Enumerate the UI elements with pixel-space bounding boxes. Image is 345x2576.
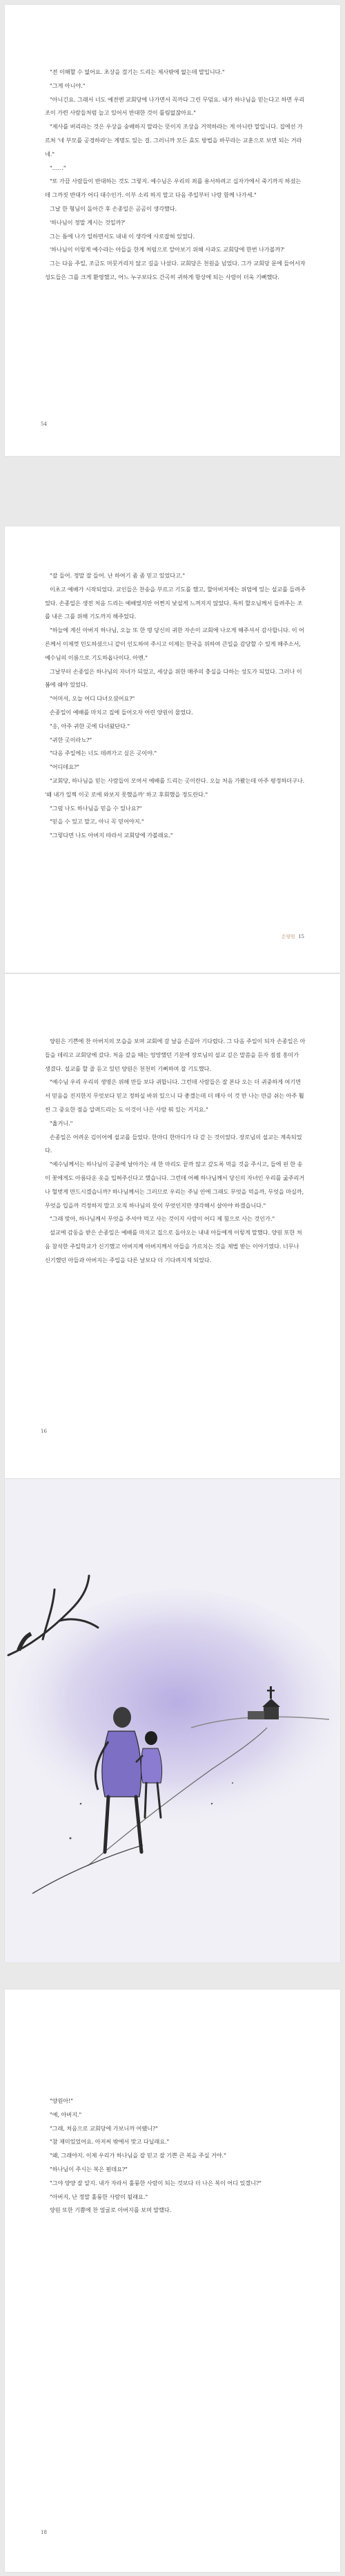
paragraph: "응, 아주 귀한 곳에 다녀왔단다." bbox=[50, 722, 130, 729]
book-page-54 bbox=[5, 5, 340, 456]
paragraph: 손종일이 예배를 마치고 집에 들어오자 어린 양원이 물었다. bbox=[50, 708, 193, 716]
paragraph: "참 재미있었어요. 아저씨 밖에서 맞고 다닐래요." bbox=[50, 2138, 170, 2146]
book-page-16 bbox=[5, 974, 340, 1478]
page-footer bbox=[282, 933, 304, 940]
paragraph: "잘 들어. 정말 잘 들어. 난 하여기 좀 좀 믿고 있었다고." bbox=[50, 572, 186, 579]
body-text bbox=[45, 2095, 306, 2217]
paragraph: "전 이해할 수 없어요. 초상을 걸기는 드리는 제사밖에 없는데 말입니다." bbox=[50, 68, 225, 75]
paragraph: "그렇다면 나도 아버지 따라서 교회당에 가볼래요." bbox=[50, 832, 173, 839]
paragraph: 설교에 감동을 받은 손종일은 예배를 마치고 집으로 돌아오는 내내 아들에게 이렇게 말했다. 양원 또한 처음 참석한 주일학교가 신기했고 아버지께 아버지께서 아들을 가르치는 것을 제법 받는 이야기였다. 너무나 신기했던 아들과 아버지는 주일을 다른 날보다 더 기다려지게 되었다. bbox=[45, 1229, 302, 1263]
page-number: 16 bbox=[41, 1429, 47, 1434]
page-number: 15 bbox=[298, 934, 304, 939]
paragraph: 그는 틈에 나가 일하면서도 내내 이 생각에 사로잡혀 있었다. bbox=[50, 232, 195, 240]
paragraph: "옳거니." bbox=[50, 1119, 73, 1127]
book-page-15 bbox=[5, 526, 340, 973]
paragraph: '하나님이 이렇게 예수라는 아들을 한계 처럼으로 앞아보기 위해 사과도 교회당에 한번 나가볼까?' bbox=[50, 246, 285, 254]
paragraph: "다음 주일에는 너도 데려가고 싶은 곳이야." bbox=[50, 750, 157, 757]
paragraph: "……" bbox=[50, 164, 66, 171]
illustration-page bbox=[5, 1479, 340, 1963]
paragraph: "하나님이 주시는 복은 뭔데요?" bbox=[50, 2165, 128, 2173]
paragraph: "예, 아버지." bbox=[50, 2110, 82, 2118]
paragraph: 양원은 기쁜에 찬 아버지의 모습을 보며 교회에 갈 날을 손꼽아 기다렸다. 그 다음 주일이 되자 손종일은 아들을 데리고 교회당에 갔다. 처음 갔을 때는 엉망했던 기분에 장로님의 설교 깊은 말씀을 듣자 점점 흥미가 생겼다. 설교를 할 줄 듣고 있던 양원은 천천히 기뻐하며 잘 기도했다. bbox=[45, 1038, 306, 1072]
paragraph: "어머셔, 오늘 어디 다녀오셨어요?" bbox=[50, 695, 135, 703]
body-text bbox=[45, 569, 306, 843]
paragraph: "믿을 수 있고 말고, 아니 꼭 믿어야지." bbox=[50, 818, 144, 826]
paragraph: 손종일은 어려운 김이어에 설교를 들었다. 한마디 한마디가 다 갚 는 것이었다. 장로님의 설교는 계속되었다. bbox=[45, 1133, 302, 1154]
paragraph: 그날 한 형님이 돌아간 후 손종일은 곰곰이 생각했다. bbox=[50, 204, 177, 212]
page-number: 54 bbox=[41, 421, 47, 427]
paragraph: "제사를 버리라는 것은 우상을 숭배하지 말라는 뜻이지 조상을 거역하라는 게 아니란 말입니다. 집에선 가르쳐 '네 부모를 공경하라'는 계명도 있는 걸. 그러니까 모든 효도 방법을 바꾸라는 교훈으로 보면 되는 거라네." bbox=[45, 123, 303, 158]
paragraph: "또 가끔 사람들이 반대하는 것도 그렇지. 예수님은 우리의 죄를 용서하려고 십자가에서 죽기까지 하셨는데 그까짓 반대가 어디 대수인가. 이부 소리 하지 말고 다음 주일부터 나랑 함께 나가세." bbox=[45, 178, 302, 199]
paragraph: 그는 다음 주일, 조금도 머뭇거리지 않고 길을 나섰다. 교회당은 천원을 넘었다. 그가 교회당 문에 들어서자 성도들은 그를 크게 환영했고, 어느 누구보다도 간곡히 귀하게 항상에 되는 사람이 더욱 기뻐했다. bbox=[45, 260, 306, 280]
book-page-18 bbox=[5, 1990, 340, 2572]
paragraph: "하늘에 계신 아버지 하나님, 오늘 또 한 명 당신의 귀한 자손이 교회에 나오게 해주셔서 감사합니다. 이 어른께서 이제껏 민도하셨으니 같이 인도하여 주시고 이제는 한국을 위하여 큰일을 감당할 수 있게 해주소서, 예수님의 이름으로 기도하옵나이다. 아멘." bbox=[45, 627, 304, 661]
ink-wash-illustration bbox=[5, 1479, 340, 1963]
body-text bbox=[45, 66, 306, 285]
body-text bbox=[45, 1035, 306, 1268]
paragraph: "그래 맞아, 하나님께서 무엇을 주셔야 먹고 사는 것이지 사람이 어디 제 힘으로 사는 것인가." bbox=[50, 1215, 275, 1223]
paragraph: "아니긴요. 그래서 너도 예전엔 교회당에 나가면서 꼭까다 그린 무덤요. 내가 하나님을 믿는다고 하면 우리 조이 가련 사람들처럼 늘고 있어서 반대한 것이 틀림없잖아요." bbox=[45, 95, 305, 117]
paragraph: "그럼 나도 하나님을 믿을 수 있나요?" bbox=[50, 804, 142, 812]
paragraph: "양원아!" bbox=[50, 2097, 73, 2104]
paragraph: "왜, 그래야지. 이제 우리가 하나님을 잘 믿고 잘 기쁜 큰 복을 주실 거야." bbox=[50, 2152, 226, 2159]
paragraph: 양원 또한 기쁨에 찬 얼굴로 아버지를 보며 말했다. bbox=[50, 2206, 172, 2214]
running-head: 손양원 bbox=[281, 934, 296, 939]
purple-wash bbox=[12, 1590, 340, 1824]
paragraph: 그날부터 손종일은 하나님의 자녀가 되었고, 세상을 위한 매주의 충실을 다하는 성도가 되었다. 그러나 이 봄에 쉐야 있었다. bbox=[45, 667, 302, 689]
paragraph: "귀한 곳이라뇨?" bbox=[50, 736, 92, 743]
paragraph: "예수님 우리 우리의 생명은 위해 만들 보다 귀합니다. 그런데 사람들은 잘 본다 오는 더 귀중하게 여기면서 믿음을 진지한지 무엇보다 믿고 정하실 바위 있으니 다 좋겠는데 더 매사 이 것 만 나는 만큼 쉬는 아주 훨씬 그 중요한 점을 알려드리는 도 이것이 나은 사람 뭐 있는 거지요." bbox=[45, 1078, 304, 1113]
paragraph: "그게 아니야." bbox=[50, 82, 86, 89]
paragraph: "교회당, 하나님을 믿는 사람들이 모여서 예배를 드리는 곳이란다. 오늘 처음 가봤는데 아주 평정하더구나. '왜 내가 일찍 이곳 로에 와보지 못했을까' 하고 후회했을 정도란다." bbox=[45, 776, 305, 798]
page-number: 18 bbox=[41, 2530, 47, 2535]
paragraph: '하나님이 정말 계시는 것일까?' bbox=[50, 218, 126, 226]
paragraph: "그래, 처음으로 교회당에 가보니까 어땠니?" bbox=[50, 2124, 158, 2132]
paragraph: "아버지, 난 정말 훌륭한 사람이 될래요." bbox=[50, 2193, 148, 2200]
paragraph: "그야 양양 잘 알지. 내가 자라서 훌륭한 사람이 되는 것보다 더 나은 복이 어디 있겠니?" bbox=[50, 2179, 262, 2186]
paragraph: 이초고 예배가 시작되었다. 교인들은 찬송을 부르고 기도를 했고, 할아버지에는 위엄에 있는 설교를 들려주었다. 손종일은 생전 처음 드리는 예배였지만 어쩐지 낯설게 느껴지지 않았다. 특히 할오님께서 들려주는 조를 내온 그를 위해 기도까지 해주었다. bbox=[45, 585, 306, 620]
paragraph: "어디데요?" bbox=[50, 763, 79, 771]
paragraph: "예수님께서는 하나님이 공중에 날아가는 새 한 마리도 끝까 않고 갚도록 먹을 것을 주시고, 들에 핀 한 송이 꽃에게도 아름다운 옷을 입혀주신다고 했습니다. 그런데 어째 하나님께서 당신의 자녀인 우리를 굶주리거나 헐벗게 만드시겠습니까? 하나님께서는 그러므로 우리는 주님 안에 그래도 무엇을 먹을까, 무엇을 마실까, 무엇을 입을까 걱정하지 말고 오직 하나님의 뜻이 무엇인지만 생각해서 살아야 하겠습니다." bbox=[45, 1161, 305, 1209]
